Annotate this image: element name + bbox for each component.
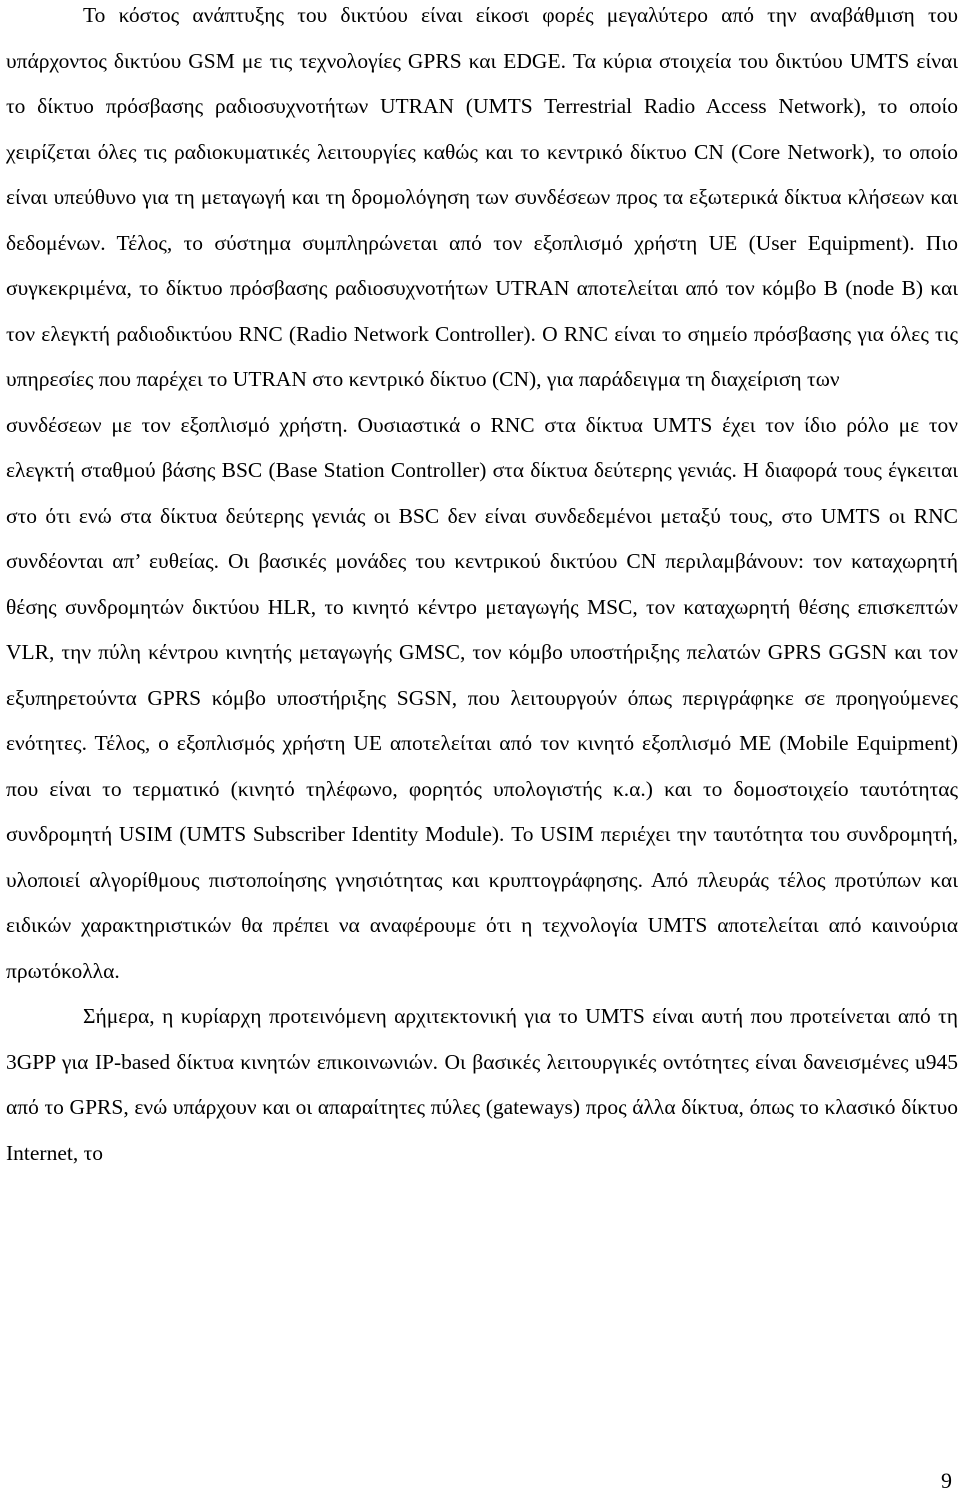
paragraph-umts-architecture: Το κόστος ανάπτυξης του δικτύου είναι είκοσι φορές μεγαλύτερο από την αναβάθμιση του υπάρχοντος δικτύου GSM με τις τεχνολογίες GPRS και EDGE. Τα κύρια στοιχεία του δικτύου UMTS είναι το δίκτυο πρόσβασης ραδιοσυχνοτήτων UTRAN (UMTS Terrestrial Radio Access Network), το οποίο χειρίζεται όλες τις ραδιοκυματικές λειτουργίες καθώς και το κεντρικό δίκτυο CN (Core Network), το οποίο είναι υπεύθυνο για τη μεταγωγή και τη δρομολόγηση των συνδέσεων προς τα εξωτερικά δίκτυα κλήσεων και δεδομένων. Τέλος, το σύστημα συμπληρώνεται από τον εξοπλισμό χρήστη UE (User Equipment). Πιο συγκεκριμένα, το δίκτυο πρόσβασης ραδιοσυχνοτήτων UTRAN αποτελείται από τον κόμβο B (node B) και τον ελεγκτή ραδιοδικτύου RNC (Radio Network Controller). Ο RNC είναι το σημείο πρόσβασης για όλες τις υπηρεσίες που παρέχει το UTRAN στο κεντρικό δίκτυο (CN), για παράδειγμα τη διαχείριση των <box>6 3 958 391</box>
paragraph-rnc-core-network: συνδέσεων με τον εξοπλισμό χρήστη. Ουσιαστικά ο RNC στα δίκτυα UMTS έχει τον ίδιο ρόλο με τον ελεγκτή σταθμού βάσης BSC (Base Station Controller) στα δίκτυα δεύτερης γενιάς. Η διαφορά τους έγκειται στο ότι ενώ στα δίκτυα δεύτερης γενιάς οι BSC δεν είναι συνδεδεμένοι μεταξύ τους, στο UMTS οι RNC συνδέονται απ’ ευθείας. Οι βασικές μονάδες του κεντρικού δικτύου CN περιλαμβάνουν: τον καταχωρητή θέσης συνδρομητών δικτύου HLR, το κινητό κέντρο μεταγωγής MSC, τον καταχωρητή θέσης επισκεπτών VLR, την πύλη κέντρου κινητής μεταγωγής GMSC, τον κόμβο υποστήριξης πελατών GPRS GGSN και τον εξυπηρετούντα GPRS κόμβο υποστήριξης SGSN, που λειτουργούν όπως περιγράφηκε σε προηγούμενες ενότητες. Τέλος, ο εξοπλισμός χρήστη UE αποτελείται από τον κινητό εξοπλισμό ME (Mobile Equipment) που είναι το τερματικό (κινητό τηλέφωνο, φορητός υπολογιστής κ.α.) και το δομοστοιχείο ταυτότητας συνδρομητή USIM (UMTS Subscriber Identity Module). Το USIM περιέχει την ταυτότητα του συνδρομητή, υλοποιεί αλγορίθμους πιστοποίησης γνησιότητας και κρυπτογράφησης. Από πλευράς τέλος προτύπων και ειδικών χαρακτηριστικών θα πρέπει να αναφέρουμε ότι η τεχνολογία UMTS αποτελείται από καινούρια πρωτόκολλα. <box>6 412 958 983</box>
page-number: 9 <box>941 1468 952 1493</box>
paragraph-3gpp-architecture: Σήμερα, η κυρίαρχη προτεινόμενη αρχιτεκτονική για το UMTS είναι αυτή που προτείνεται από τη 3GPP για IP-based δίκτυα κινητών επικοινωνιών. Οι βασικές λειτουργικές οντότητες είναι δανεισμένες u945 από το GPRS, ενώ υπάρχουν και οι απαραίτητες πύλες (gateways) προς άλλα δίκτυα, όπως το κλασικό δίκτυο Internet, το <box>6 1004 958 1165</box>
document-page <box>6 0 958 1176</box>
